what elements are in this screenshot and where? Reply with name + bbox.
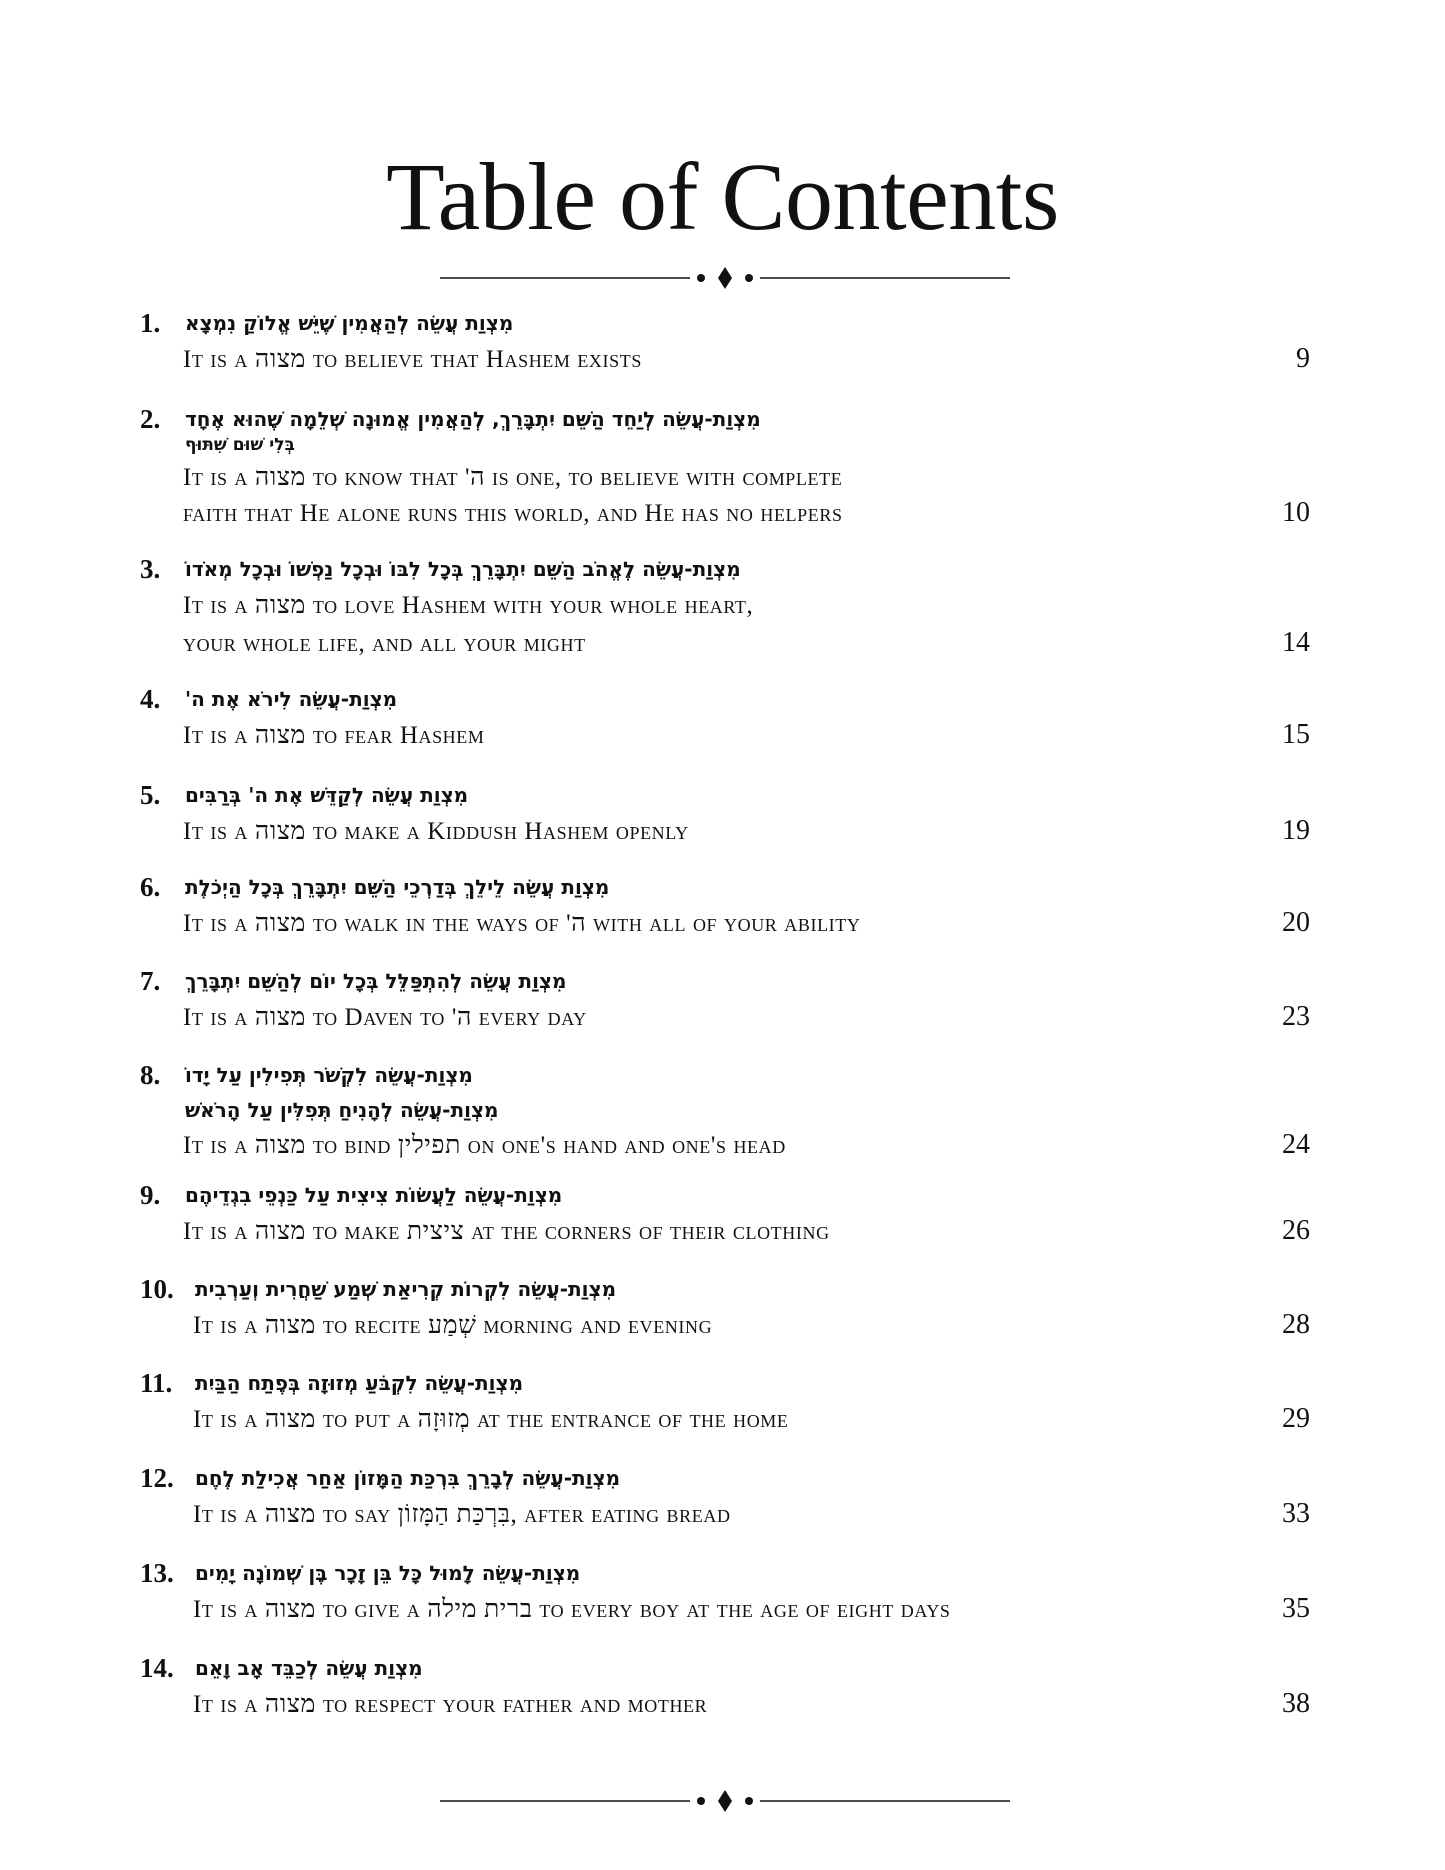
entry-page-number: 15	[1282, 719, 1310, 750]
entry-english-description: It is a מצוה to believe that Hashem exists	[183, 346, 642, 373]
entry-english-description: It is a מצוה to bind תפילין on one's hand and one's head	[183, 1132, 786, 1159]
entry-page-number: 33	[1282, 1498, 1310, 1529]
ornament-divider-top	[440, 266, 1010, 290]
entry-number: 2.	[140, 404, 161, 434]
entry-english-description: It is a מצוה to make a Kiddush Hashem openly	[183, 818, 689, 845]
entry-number: 11.	[140, 1368, 173, 1398]
entry-page-number: 29	[1282, 1403, 1310, 1434]
entry-number: 4.	[140, 684, 161, 714]
entry-page-number: 14	[1282, 627, 1310, 658]
entry-english-description: faith that He alone runs this world, and He has no helpers	[183, 500, 843, 527]
entry-hebrew-title: מִצְוַת-עֲשֵׂה לִקְבֹּעַ מְזוּזָה בְּפֶתַח הַבַּיִת	[195, 1371, 524, 1395]
entry-number: 12.	[140, 1463, 174, 1493]
entry-page-number: 23	[1282, 1001, 1310, 1032]
entry-english-description: It is a מצוה to Daven to 'ה every day	[183, 1004, 587, 1031]
entry-page-number: 20	[1282, 907, 1310, 938]
entry-number: 3.	[140, 554, 161, 584]
entry-page-number: 9	[1296, 343, 1310, 374]
entry-page-number: 38	[1282, 1688, 1310, 1719]
entry-page-number: 26	[1282, 1215, 1310, 1246]
entry-hebrew-title: מִצְוַת-עֲשֵׂה לִירֹא אֶת ה'	[185, 687, 398, 711]
entry-english-description: It is a מצוה to say בִּרְכַּת הַמָּזוֹן, after eating bread	[193, 1501, 731, 1528]
entry-hebrew-title: מִצְוַת עֲשֵׂה לֵילֵךְ בְּדַרְכֵי הַשֵּׁם יִתְבָּרֵךְ בְּכָל הַיְכֹלֶת	[185, 875, 610, 899]
entry-number: 6.	[140, 872, 161, 902]
entry-english-description: It is a מצוה to know that 'ה is one, to believe with complete	[183, 464, 843, 491]
entry-english-description: It is a מצוה to make ציצית at the corners of their clothing	[183, 1218, 830, 1245]
entry-english-description: It is a מצוה to fear Hashem	[183, 722, 485, 749]
page-title: Table of Contents	[386, 143, 1059, 250]
entry-hebrew-title: מִצְוַת עֲשֵׂה לְקַדֵּשׁ אֶת ה' בְּרַבִּים	[185, 783, 469, 807]
entry-hebrew-subtitle: בְּלִי שׁוּם שִׁתּוּף	[185, 435, 295, 455]
entry-english-description: It is a מצוה to walk in the ways of 'ה with all of your ability	[183, 910, 861, 937]
entry-english-description: It is a מצוה to recite שְׁמַע morning and evening	[193, 1312, 713, 1339]
entry-page-number: 24	[1282, 1129, 1310, 1160]
entry-page-number: 35	[1282, 1593, 1310, 1624]
entry-number: 14.	[140, 1653, 174, 1683]
entry-number: 10.	[140, 1274, 174, 1304]
entry-page-number: 28	[1282, 1309, 1310, 1340]
entry-hebrew-title: מִצְוַת עֲשֵׂה לְהַאֲמִין שֶׁיֵּשׁ אֱלוֹקַ נִמְצָא	[185, 311, 514, 335]
entry-hebrew-title: מִצְוַת-עֲשֵׂה לְיַחֵד הַשֵּׁם יִתְבָּרֵךְ, לְהַאֲמִין אֱמוּנָה שְׁלֵמָה שֶׁהוּא אֶחָד	[185, 407, 761, 431]
entry-number: 9.	[140, 1180, 161, 1210]
entry-page-number: 10	[1282, 497, 1310, 528]
entry-hebrew-title: מִצְוַת-עֲשֵׂה לְבָרֵךְ בִּרְכַּת הַמָּזוֹן אַחַר אֲכִילַת לֶחֶם	[195, 1466, 621, 1490]
entry-english-description: your whole life, and all your might	[183, 630, 586, 657]
entry-english-description: It is a מצוה to love Hashem with your whole heart,	[183, 592, 754, 619]
entry-hebrew-title: מִצְוַת-עֲשֵׂה לֶאֱהֹב הַשֵּׁם יִתְבָּרֵךְ בְּכָל לִבּוֹ וּבְכָל נַפְשׁוֹ וּבְכָל מְאֹדוֹ	[185, 557, 741, 581]
entry-hebrew-title: מִצְוַת-עֲשֵׂה לָמוּל כָּל בֵּן זָכָר בֶּן שְׁמוֹנָה יָמִים	[195, 1561, 581, 1585]
entry-hebrew-title: מִצְוַת עֲשֵׂה לְהִתְפַּלֵּל בְּכָל יוֹם לְהַשֵּׁם יִתְבָּרֵךְ	[185, 969, 567, 993]
entry-hebrew-subtitle: מִצְוַת-עֲשֵׂה לְהָנִיחַ תְּפִלִּין עַל הָרֹאשׁ	[185, 1098, 499, 1122]
ornament-divider-bottom	[440, 1789, 1010, 1813]
entry-number: 13.	[140, 1558, 174, 1588]
entry-hebrew-title: מִצְוַת-עֲשֵׂה לִקְרוֹת קְרִיאַת שְׁמַע שַׁחֲרִית וְעַרְבִית	[195, 1277, 617, 1301]
entry-english-description: It is a מצוה to put a מְזוּזָה at the entrance of the home	[193, 1406, 789, 1433]
entry-page-number: 19	[1282, 815, 1310, 846]
entry-hebrew-title: מִצְוַת עֲשֵׂה לְכַבֵּד אָב וָאֵם	[195, 1656, 423, 1680]
entry-english-description: It is a מצוה to give a ברית מילה to every boy at the age of eight days	[193, 1596, 951, 1623]
entry-hebrew-title: מִצְוַת-עֲשֵׂה לַעֲשׂוֹת צִיצִית עַל כַּנְפֵי בִגְדֵיהֶם	[185, 1183, 563, 1207]
entry-number: 5.	[140, 780, 161, 810]
entry-english-description: It is a מצוה to respect your father and mother	[193, 1691, 708, 1718]
entry-hebrew-title: מִצְוַת-עֲשֵׂה לִקְשֹׁר תְּפִילִין עַל יָדוֹ	[185, 1063, 473, 1087]
entry-number: 1.	[140, 308, 161, 338]
entry-number: 7.	[140, 966, 161, 996]
entry-number: 8.	[140, 1060, 161, 1090]
